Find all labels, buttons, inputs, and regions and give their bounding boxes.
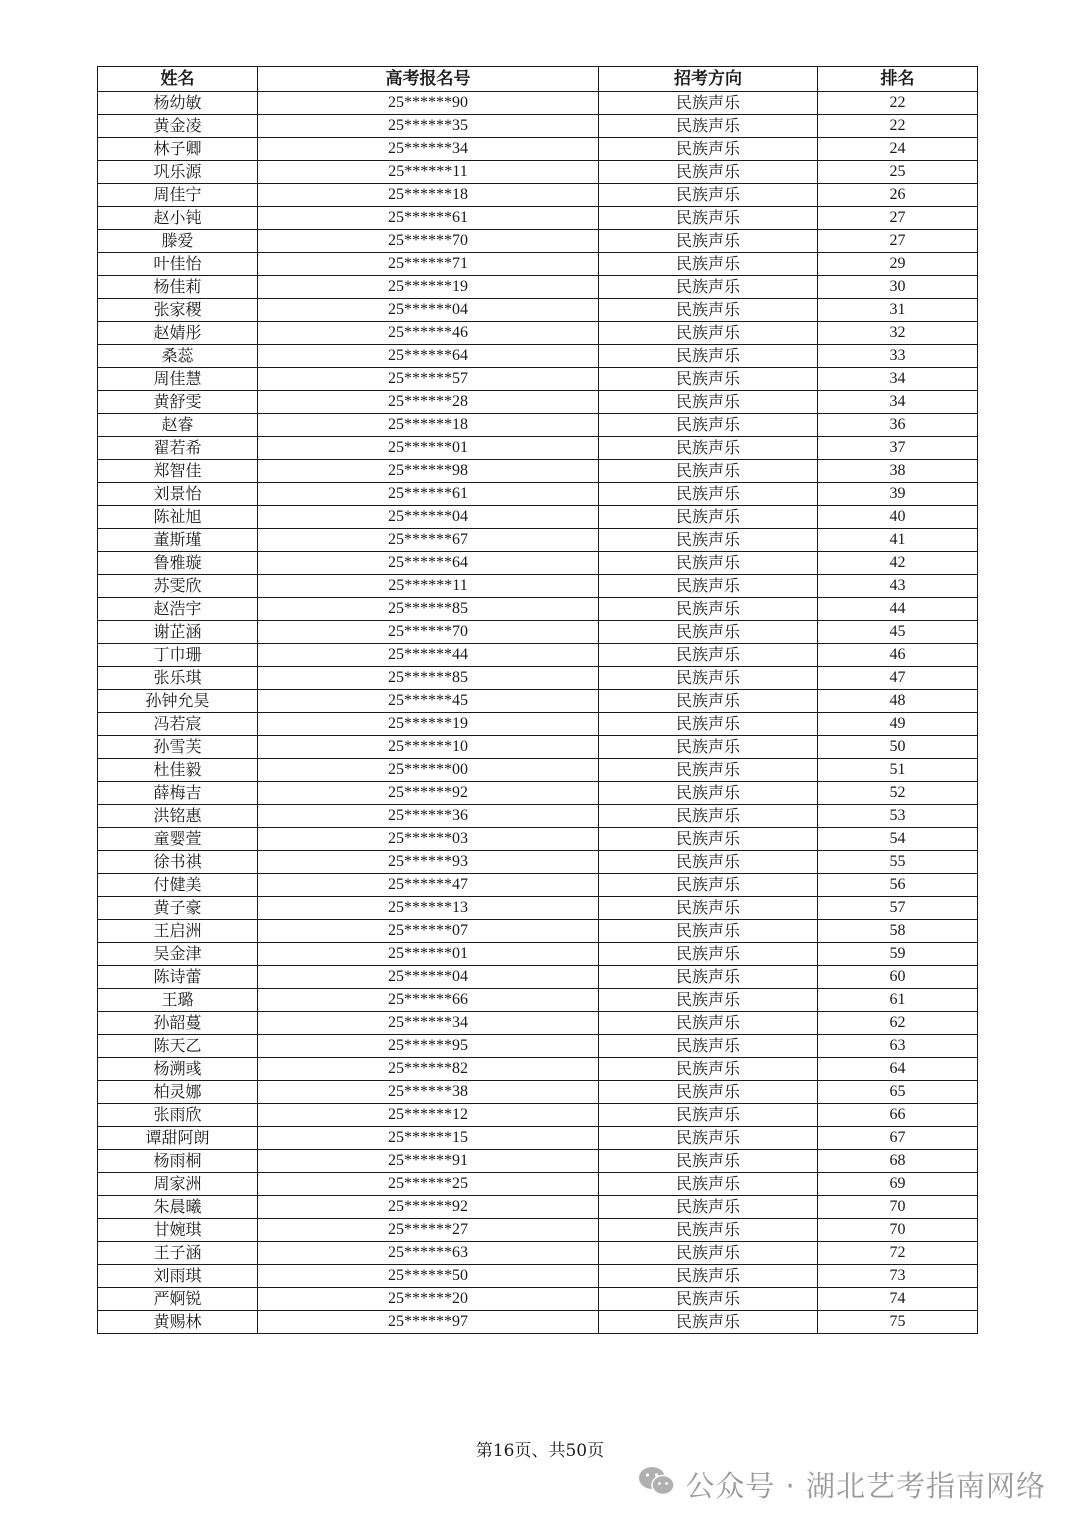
cell-rank: 46 [818,644,978,667]
cell-name: 王璐 [98,989,258,1012]
table-row [98,1265,978,1288]
cell-rank: 66 [818,1104,978,1127]
cell-direction: 民族声乐 [599,483,818,506]
table-row [98,437,978,460]
cell-reg-no: 25******15 [258,1127,599,1150]
cell-direction: 民族声乐 [599,207,818,230]
cell-rank: 74 [818,1288,978,1311]
cell-reg-no: 25******44 [258,644,599,667]
cell-rank: 67 [818,1127,978,1150]
cell-rank: 68 [818,1150,978,1173]
cell-direction: 民族声乐 [599,1127,818,1150]
cell-rank: 25 [818,161,978,184]
cell-name: 陈诗蕾 [98,966,258,989]
cell-name: 付健美 [98,874,258,897]
cell-reg-no: 25******03 [258,828,599,851]
cell-direction: 民族声乐 [599,966,818,989]
cell-rank: 38 [818,460,978,483]
cell-reg-no: 25******00 [258,759,599,782]
cell-reg-no: 25******57 [258,368,599,391]
cell-direction: 民族声乐 [599,713,818,736]
cell-direction: 民族声乐 [599,552,818,575]
cell-reg-no: 25******63 [258,1242,599,1265]
cell-direction: 民族声乐 [599,1311,818,1334]
table-row [98,368,978,391]
cell-reg-no: 25******01 [258,437,599,460]
table-header-row [98,67,978,92]
cell-name: 翟若希 [98,437,258,460]
cell-direction: 民族声乐 [599,920,818,943]
cell-name: 洪铭惠 [98,805,258,828]
cell-rank: 26 [818,184,978,207]
cell-reg-no: 25******36 [258,805,599,828]
table-row [98,92,978,115]
cell-name: 王子涵 [98,1242,258,1265]
cell-rank: 70 [818,1219,978,1242]
cell-direction: 民族声乐 [599,874,818,897]
table-row [98,299,978,322]
header-rank: 排名 [818,67,978,92]
table-row [98,966,978,989]
table-row [98,989,978,1012]
cell-rank: 36 [818,414,978,437]
cell-name: 柏灵娜 [98,1081,258,1104]
cell-rank: 73 [818,1265,978,1288]
cell-rank: 32 [818,322,978,345]
table-row [98,1035,978,1058]
cell-rank: 44 [818,598,978,621]
cell-reg-no: 25******64 [258,552,599,575]
cell-direction: 民族声乐 [599,690,818,713]
cell-rank: 47 [818,667,978,690]
cell-reg-no: 25******93 [258,851,599,874]
table-row [98,920,978,943]
cell-direction: 民族声乐 [599,828,818,851]
cell-rank: 22 [818,92,978,115]
cell-name: 赵小钝 [98,207,258,230]
cell-direction: 民族声乐 [599,851,818,874]
cell-direction: 民族声乐 [599,437,818,460]
table-row [98,460,978,483]
cell-reg-no: 25******61 [258,207,599,230]
cell-name: 黄子豪 [98,897,258,920]
cell-name: 黄赐林 [98,1311,258,1334]
cell-reg-no: 25******10 [258,736,599,759]
table-row [98,1196,978,1219]
cell-rank: 33 [818,345,978,368]
table-row [98,414,978,437]
cell-rank: 40 [818,506,978,529]
table-row [98,529,978,552]
cell-rank: 53 [818,805,978,828]
table-row [98,713,978,736]
cell-reg-no: 25******35 [258,115,599,138]
table-row [98,874,978,897]
cell-reg-no: 25******85 [258,598,599,621]
cell-direction: 民族声乐 [599,115,818,138]
cell-rank: 27 [818,230,978,253]
cell-direction: 民族声乐 [599,943,818,966]
cell-name: 孙雪芙 [98,736,258,759]
cell-direction: 民族声乐 [599,621,818,644]
cell-direction: 民族声乐 [599,1219,818,1242]
cell-rank: 50 [818,736,978,759]
cell-reg-no: 25******11 [258,161,599,184]
table-row [98,230,978,253]
cell-name: 甘婉琪 [98,1219,258,1242]
cell-name: 徐书祺 [98,851,258,874]
cell-reg-no: 25******11 [258,575,599,598]
table-row [98,1012,978,1035]
cell-reg-no: 25******70 [258,230,599,253]
cell-reg-no: 25******18 [258,184,599,207]
ranking-table [97,66,978,1334]
cell-reg-no: 25******04 [258,299,599,322]
cell-direction: 民族声乐 [599,391,818,414]
cell-name: 郑智佳 [98,460,258,483]
cell-name: 张家稷 [98,299,258,322]
cell-name: 陈祉旭 [98,506,258,529]
cell-rank: 57 [818,897,978,920]
table-row [98,276,978,299]
cell-direction: 民族声乐 [599,414,818,437]
cell-direction: 民族声乐 [599,322,818,345]
cell-name: 谢芷涵 [98,621,258,644]
cell-rank: 65 [818,1081,978,1104]
cell-direction: 民族声乐 [599,989,818,1012]
cell-direction: 民族声乐 [599,1081,818,1104]
cell-name: 杨佳莉 [98,276,258,299]
cell-reg-no: 25******28 [258,391,599,414]
cell-rank: 30 [818,276,978,299]
cell-direction: 民族声乐 [599,1288,818,1311]
table-row [98,598,978,621]
cell-rank: 22 [818,115,978,138]
cell-reg-no: 25******34 [258,138,599,161]
cell-direction: 民族声乐 [599,736,818,759]
table-row [98,207,978,230]
cell-name: 杨幼敏 [98,92,258,115]
cell-rank: 59 [818,943,978,966]
cell-reg-no: 25******45 [258,690,599,713]
cell-name: 滕爱 [98,230,258,253]
table-row [98,759,978,782]
cell-direction: 民族声乐 [599,1104,818,1127]
table-row [98,115,978,138]
cell-reg-no: 25******92 [258,1196,599,1219]
table-row [98,667,978,690]
table-row [98,483,978,506]
cell-direction: 民族声乐 [599,782,818,805]
cell-direction: 民族声乐 [599,368,818,391]
cell-name: 苏雯欣 [98,575,258,598]
cell-name: 王启洲 [98,920,258,943]
cell-direction: 民族声乐 [599,1012,818,1035]
cell-rank: 62 [818,1012,978,1035]
cell-reg-no: 25******34 [258,1012,599,1035]
cell-reg-no: 25******91 [258,1150,599,1173]
cell-reg-no: 25******97 [258,1311,599,1334]
cell-name: 孙钟允昊 [98,690,258,713]
cell-name: 周佳慧 [98,368,258,391]
cell-direction: 民族声乐 [599,253,818,276]
cell-name: 桑蕊 [98,345,258,368]
table-row [98,575,978,598]
cell-reg-no: 25******13 [258,897,599,920]
cell-reg-no: 25******20 [258,1288,599,1311]
table-row [98,253,978,276]
wechat-icon [637,1464,677,1505]
cell-name: 黄舒雯 [98,391,258,414]
cell-rank: 31 [818,299,978,322]
cell-name: 杨雨桐 [98,1150,258,1173]
cell-rank: 63 [818,1035,978,1058]
cell-rank: 45 [818,621,978,644]
cell-rank: 48 [818,690,978,713]
cell-reg-no: 25******85 [258,667,599,690]
cell-rank: 69 [818,1173,978,1196]
cell-direction: 民族声乐 [599,1265,818,1288]
table-row [98,1150,978,1173]
watermark [637,1464,1046,1505]
cell-name: 周佳宁 [98,184,258,207]
cell-reg-no: 25******71 [258,253,599,276]
cell-name: 刘雨琪 [98,1265,258,1288]
cell-reg-no: 25******18 [258,414,599,437]
cell-rank: 29 [818,253,978,276]
table-row [98,345,978,368]
cell-reg-no: 25******92 [258,782,599,805]
cell-name: 赵浩宇 [98,598,258,621]
table-row [98,1127,978,1150]
cell-direction: 民族声乐 [599,1242,818,1265]
cell-name: 严婀锐 [98,1288,258,1311]
cell-reg-no: 25******27 [258,1219,599,1242]
cell-direction: 民族声乐 [599,161,818,184]
cell-name: 叶佳怡 [98,253,258,276]
cell-rank: 37 [818,437,978,460]
table-row [98,782,978,805]
table-row [98,943,978,966]
cell-reg-no: 25******70 [258,621,599,644]
cell-name: 丁巾珊 [98,644,258,667]
cell-direction: 民族声乐 [599,575,818,598]
table-row [98,644,978,667]
table-row [98,805,978,828]
cell-name: 孙韶蔓 [98,1012,258,1035]
table-row [98,138,978,161]
cell-reg-no: 25******90 [258,92,599,115]
cell-rank: 34 [818,391,978,414]
cell-reg-no: 25******61 [258,483,599,506]
table-row [98,161,978,184]
cell-rank: 55 [818,851,978,874]
table-row [98,690,978,713]
watermark-text: 公众号 · 湖北艺考指南网络 [685,1469,1046,1503]
cell-rank: 41 [818,529,978,552]
table-row [98,552,978,575]
cell-rank: 52 [818,782,978,805]
cell-reg-no: 25******38 [258,1081,599,1104]
cell-reg-no: 25******64 [258,345,599,368]
cell-name: 巩乐源 [98,161,258,184]
table-row [98,1288,978,1311]
table-row [98,621,978,644]
cell-direction: 民族声乐 [599,230,818,253]
cell-name: 童婴萱 [98,828,258,851]
cell-direction: 民族声乐 [599,598,818,621]
cell-direction: 民族声乐 [599,644,818,667]
cell-name: 鲁雅璇 [98,552,258,575]
table-row [98,1081,978,1104]
header-direction: 招考方向 [599,67,818,92]
cell-rank: 72 [818,1242,978,1265]
cell-direction: 民族声乐 [599,345,818,368]
table-row [98,184,978,207]
cell-name: 朱晨曦 [98,1196,258,1219]
cell-name: 赵婧彤 [98,322,258,345]
cell-reg-no: 25******12 [258,1104,599,1127]
table-row [98,1104,978,1127]
cell-direction: 民族声乐 [599,759,818,782]
cell-direction: 民族声乐 [599,184,818,207]
header-name: 姓名 [98,67,258,92]
cell-direction: 民族声乐 [599,506,818,529]
cell-reg-no: 25******19 [258,713,599,736]
cell-reg-no: 25******50 [258,1265,599,1288]
cell-name: 张乐琪 [98,667,258,690]
cell-reg-no: 25******19 [258,276,599,299]
cell-direction: 民族声乐 [599,460,818,483]
cell-direction: 民族声乐 [599,92,818,115]
cell-reg-no: 25******25 [258,1173,599,1196]
cell-rank: 64 [818,1058,978,1081]
cell-name: 杜佳毅 [98,759,258,782]
cell-direction: 民族声乐 [599,667,818,690]
table-row [98,391,978,414]
cell-rank: 39 [818,483,978,506]
cell-direction: 民族声乐 [599,1150,818,1173]
table-row [98,828,978,851]
cell-direction: 民族声乐 [599,276,818,299]
table-body [98,92,978,1334]
cell-rank: 61 [818,989,978,1012]
cell-rank: 75 [818,1311,978,1334]
cell-direction: 民族声乐 [599,1058,818,1081]
cell-direction: 民族声乐 [599,1173,818,1196]
table-row [98,736,978,759]
cell-name: 陈天乙 [98,1035,258,1058]
cell-direction: 民族声乐 [599,897,818,920]
cell-direction: 民族声乐 [599,138,818,161]
cell-rank: 60 [818,966,978,989]
cell-reg-no: 25******67 [258,529,599,552]
cell-name: 董斯瑾 [98,529,258,552]
cell-direction: 民族声乐 [599,299,818,322]
cell-reg-no: 25******07 [258,920,599,943]
cell-reg-no: 25******04 [258,966,599,989]
table-row [98,1058,978,1081]
cell-reg-no: 25******98 [258,460,599,483]
table-row [98,897,978,920]
table-row [98,1311,978,1334]
cell-direction: 民族声乐 [599,805,818,828]
page-number: 第16页、共50页 [475,1441,605,1461]
cell-reg-no: 25******46 [258,322,599,345]
cell-direction: 民族声乐 [599,1196,818,1219]
cell-rank: 24 [818,138,978,161]
cell-rank: 70 [818,1196,978,1219]
table-row [98,851,978,874]
cell-rank: 56 [818,874,978,897]
cell-rank: 34 [818,368,978,391]
cell-name: 林子卿 [98,138,258,161]
header-reg-no: 高考报名号 [258,67,599,92]
table-row [98,1242,978,1265]
cell-name: 冯若宸 [98,713,258,736]
cell-name: 杨溯彧 [98,1058,258,1081]
cell-name: 谭甜阿朗 [98,1127,258,1150]
table-row [98,1219,978,1242]
cell-name: 张雨欣 [98,1104,258,1127]
cell-rank: 51 [818,759,978,782]
table-row [98,1173,978,1196]
cell-reg-no: 25******66 [258,989,599,1012]
cell-name: 薛梅吉 [98,782,258,805]
cell-name: 刘景怡 [98,483,258,506]
cell-reg-no: 25******47 [258,874,599,897]
cell-rank: 42 [818,552,978,575]
cell-rank: 27 [818,207,978,230]
cell-rank: 43 [818,575,978,598]
cell-reg-no: 25******95 [258,1035,599,1058]
cell-name: 吴金津 [98,943,258,966]
cell-rank: 49 [818,713,978,736]
cell-direction: 民族声乐 [599,1035,818,1058]
cell-rank: 54 [818,828,978,851]
cell-name: 赵睿 [98,414,258,437]
cell-reg-no: 25******04 [258,506,599,529]
cell-name: 周家洲 [98,1173,258,1196]
cell-reg-no: 25******82 [258,1058,599,1081]
cell-direction: 民族声乐 [599,529,818,552]
table-row [98,506,978,529]
cell-name: 黄金凌 [98,115,258,138]
cell-rank: 58 [818,920,978,943]
cell-reg-no: 25******01 [258,943,599,966]
table-row [98,322,978,345]
